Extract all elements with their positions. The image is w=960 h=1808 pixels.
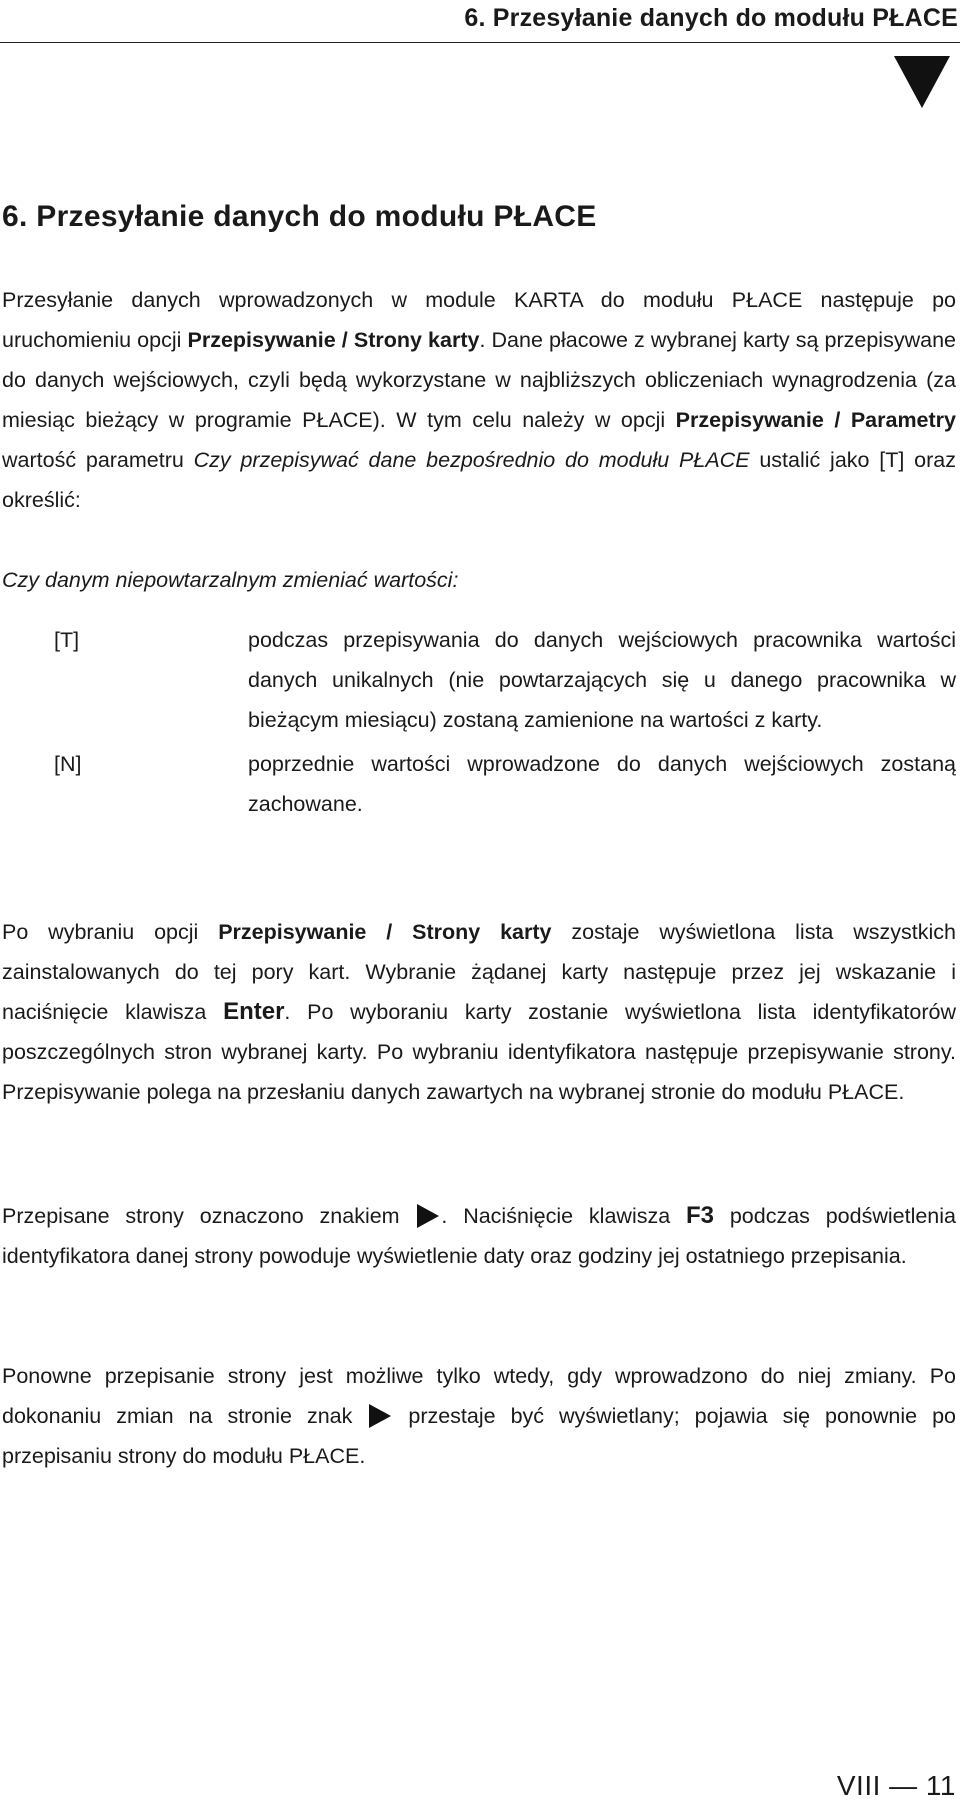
header-rule bbox=[0, 42, 960, 43]
text-span: Przesyłanie danych wprowadzonych w module KARTA do modułu PŁACE następuje po uruchomieniu opcji bbox=[2, 288, 956, 352]
down-triangle-icon bbox=[894, 56, 950, 108]
text-span: zostaje wyświetlona lista wszystkich zainstalowanych do tej pory kart. Wybranie żądanej karty następuje przez jej wskazanie i naciśnięcie klawisza bbox=[2, 920, 956, 1024]
text-span: . Dane płacowe z wybranej karty są przepisywane do danych wejściowych, czyli będą wykorzystane w najbliższych obliczeniach wynagrodzenia (za miesiąc bieżący w programie PŁACE). W tym celu należy w opcji bbox=[2, 328, 956, 432]
option-question bbox=[2, 560, 956, 600]
menu-path: Przepisywanie / Parametry bbox=[675, 408, 957, 432]
parameter-name: Czy przepisywać dane bezpośrednio do modułu PŁACE bbox=[193, 448, 750, 472]
text-span: . Po wyboraniu karty zostanie wyświetlona lista identyfikatorów poszczególnych stron wybranej karty. Po wybraniu identyfikatora następuje przepisywanie strony. Przepisywanie polega na przesłaniu danych zawartych na wybranej stronie do modułu PŁACE. bbox=[2, 1000, 956, 1104]
option-item bbox=[2, 620, 956, 740]
paragraph-intro bbox=[2, 280, 956, 520]
text-span: wartość parametru bbox=[2, 448, 194, 472]
option-description: poprzednie wartości wprowadzone do danych wejściowych zostaną zachowane. bbox=[248, 752, 956, 816]
text-span: Przepisane strony oznaczono znakiem bbox=[2, 1204, 416, 1228]
option-key: [N] bbox=[54, 752, 82, 776]
option-key: [T] bbox=[54, 628, 80, 652]
menu-path: Przepisywanie / Strony karty bbox=[218, 920, 552, 944]
option-description: podczas przepisywania do danych wejściowych pracownika wartości danych unikalnych (nie powtarzających się u danego pracownika w bieżącym miesiącu) zostaną zamienione na wartości z karty. bbox=[248, 628, 956, 732]
text-span: . Naciśnięcie klawisza bbox=[441, 1204, 686, 1228]
text-span: Po wybraniu opcji bbox=[2, 920, 219, 944]
text-span: podczas podświetlenia identyfikatora danej strony powoduje wyświetlenie daty oraz godziny jej ostatniego przepisania. bbox=[2, 1204, 956, 1268]
running-header: 6. Przesyłanie danych do modułu PŁACE bbox=[464, 4, 958, 32]
paragraph-recopy bbox=[2, 1356, 956, 1476]
text-span: Ponowne przepisanie strony jest możliwe tylko wtedy, gdy wprowadzono do niej zmiany. Po dokonaniu zmian na stronie znak bbox=[2, 1364, 956, 1428]
key-enter: Enter bbox=[223, 998, 285, 1025]
key-f3: F3 bbox=[686, 1202, 715, 1229]
option-item bbox=[2, 744, 956, 824]
option-list bbox=[2, 620, 956, 828]
right-triangle-icon bbox=[417, 1204, 439, 1228]
menu-path: Przepisywanie / Strony karty bbox=[187, 328, 480, 352]
text-span: przestaje być wyświetlany; pojawia się ponownie po przepisaniu strony do modułu PŁACE. bbox=[2, 1404, 956, 1468]
paragraph-copied-pages bbox=[2, 1196, 956, 1276]
paragraph-card-selection bbox=[2, 912, 956, 1112]
page-number: VIII — 11 bbox=[836, 1770, 956, 1801]
right-triangle-icon bbox=[369, 1404, 391, 1428]
text-span: ustalić jako [T] oraz określić: bbox=[2, 448, 956, 512]
section-title: 6. Przesyłanie danych do modułu PŁACE bbox=[2, 200, 597, 233]
question-text: Czy danym niepowtarzalnym zmieniać wartości: bbox=[2, 568, 459, 592]
